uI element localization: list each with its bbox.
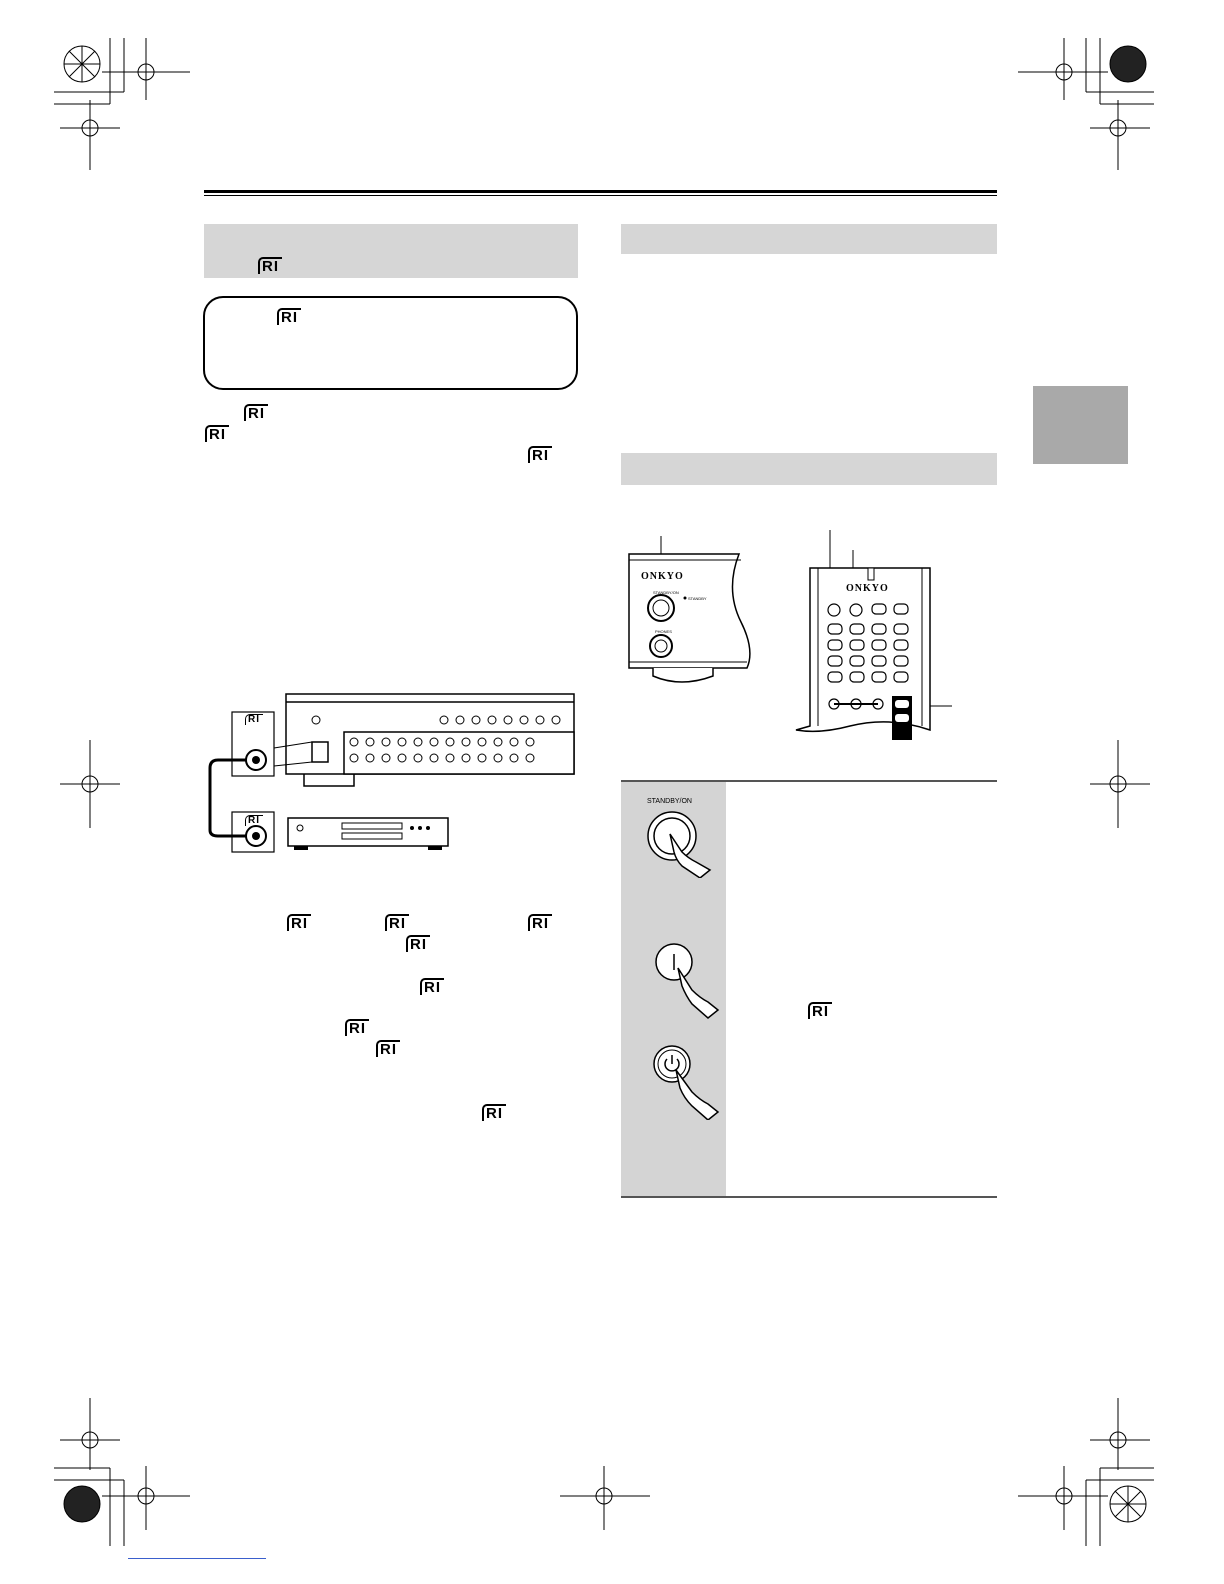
ri-logo: RI [244, 404, 268, 421]
ri-logo: RI [376, 1040, 400, 1057]
ri-logo: RI [528, 914, 552, 931]
front-panel-phones-label: PHONES [655, 629, 672, 634]
ri-logo: RI [482, 1104, 506, 1121]
ri-logo: RI [528, 446, 552, 463]
step-standby-on-label: STANDBY/ON [647, 798, 692, 805]
front-panel-brand: ONKYO [641, 571, 684, 582]
standby-button-icon [652, 1040, 722, 1120]
ri-logo: RI [345, 1019, 369, 1036]
remote-illustration [790, 530, 960, 746]
ri-logo: RI [385, 914, 409, 931]
front-panel-illustration [621, 530, 761, 690]
ri-logo: RI [287, 914, 311, 931]
section-header-left [204, 224, 578, 278]
ri-logo: RI [808, 1002, 832, 1019]
chapter-tab [1033, 386, 1128, 464]
ri-logo: RI [245, 815, 263, 826]
header-rule [204, 190, 997, 196]
footer-link-underline [128, 1558, 266, 1559]
ri-logo: RI [245, 714, 263, 725]
remote-brand: ONKYO [846, 583, 889, 594]
ri-logo: RI [277, 308, 301, 325]
standby-on-button-icon [640, 806, 720, 878]
ri-logo: RI [258, 257, 282, 274]
front-panel-standby-on-label: STANDBY/ON [653, 590, 679, 595]
section-header-right-2 [621, 453, 997, 485]
on-button-icon [652, 940, 722, 1020]
note-box [203, 296, 578, 390]
ri-logo: RI [420, 978, 444, 995]
front-panel-standby-label: STANDBY [688, 596, 707, 601]
section-header-right-1 [621, 224, 997, 254]
ri-logo: RI [406, 935, 430, 952]
ri-logo: RI [205, 425, 229, 442]
